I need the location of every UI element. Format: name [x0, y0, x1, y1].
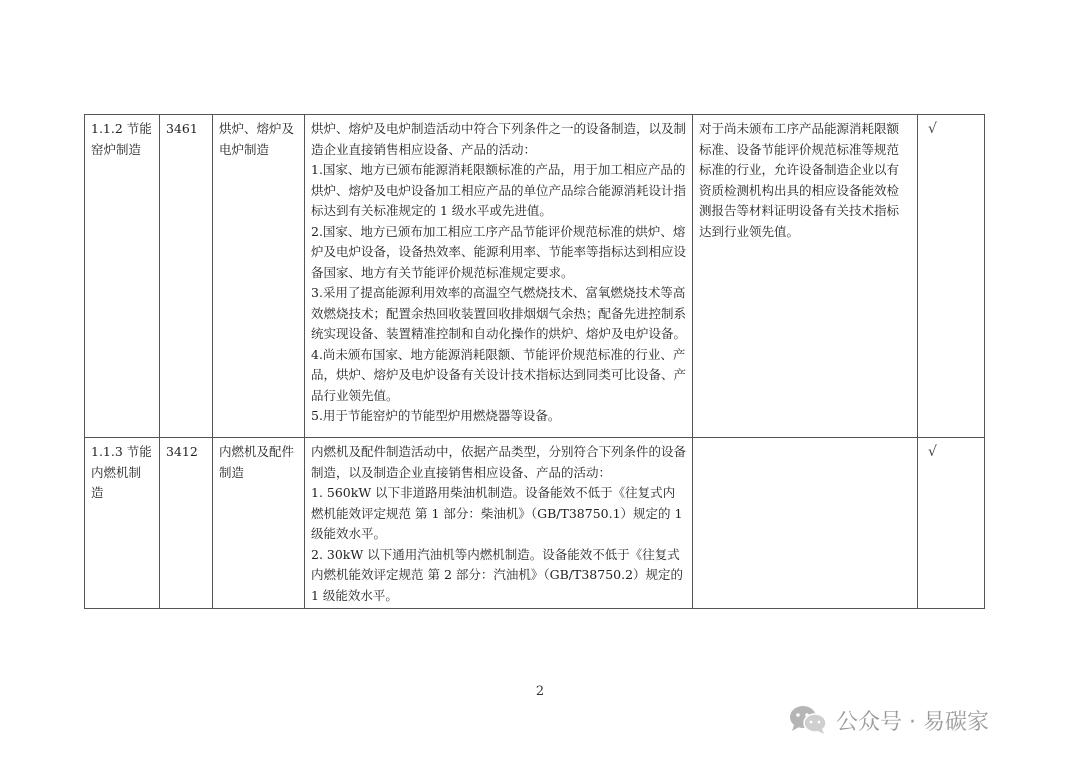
- criteria-paragraph: 4.尚未颁布国家、地方能源消耗限额、节能评价规范标准的行业、产品，烘炉、熔炉及电炉设备有关设计技术指标达到同类可比设备、产品行业领先值。: [311, 346, 687, 403]
- category-cell: 1.1.3 节能内燃机制造: [85, 438, 160, 609]
- criteria-cell: [305, 115, 693, 438]
- check-mark: √: [918, 438, 985, 609]
- policy-table: [84, 114, 985, 609]
- criteria-paragraph: 1. 560kW 以下非道路用柴油机制造。设备能效不低于《往复式内燃机能效评定规范 第 1 部分：柴油机》（GB/T38750.1）规定的 1 级能效水平。: [311, 485, 683, 541]
- check-mark: √: [918, 115, 985, 438]
- criteria-paragraph: 内燃机及配件制造活动中，依据产品类型，分别符合下列条件的设备制造，以及制造企业直接销售相应设备、产品的活动：: [311, 444, 687, 480]
- criteria-paragraph: 3.采用了提高能源利用效率的高温空气燃烧技术、富氧燃烧技术等高效燃烧技术；配置余热回收装置回收排烟烟气余热；配备先进控制系统实现设备、装置精准控制和自动化操作的烘炉、熔炉及电炉设备。: [311, 285, 687, 341]
- category-cell: 1.1.2 节能窑炉制造: [85, 115, 160, 438]
- wechat-icon: [788, 704, 828, 736]
- criteria-paragraph: 烘炉、熔炉及电炉制造活动中符合下列条件之一的设备制造，以及制造企业直接销售相应设备、产品的活动：: [311, 121, 687, 157]
- note-cell: [693, 438, 918, 609]
- table-row: [85, 115, 985, 438]
- criteria-paragraph: 5.用于节能窑炉的节能型炉用燃烧器等设备。: [311, 408, 561, 423]
- watermark: [788, 700, 989, 740]
- table-row: [85, 438, 985, 609]
- code-cell: 3461: [160, 115, 213, 438]
- page-number: 2: [535, 684, 545, 699]
- criteria-paragraph: 1.国家、地方已颁布能源消耗限额标准的产品，用于加工相应产品的烘炉、熔炉及电炉设备加工相应产品的单位产品综合能源消耗设计指标达到有关标准规定的 1 级水平或先进值。: [311, 162, 687, 218]
- watermark-text: 公众号 · 易碳家: [836, 709, 989, 735]
- criteria-paragraph: 2.国家、地方已颁布加工相应工序产品节能评价规范标准的烘炉、熔炉及电炉设备，设备热效率、能源利用率、节能率等指标达到相应设备国家、地方有关节能评价规范标准规定要求。: [311, 223, 687, 280]
- code-cell: 3412: [160, 438, 213, 609]
- industry-cell: 烘炉、熔炉及电炉制造: [213, 115, 305, 438]
- criteria-cell: [305, 438, 693, 609]
- industry-cell: 内燃机及配件制造: [213, 438, 305, 609]
- criteria-paragraph: 2. 30kW 以下通用汽油机等内燃机制造。设备能效不低于《往复式内燃机能效评定规范 第 2 部分：汽油机》（GB/T38750.2）规定的 1 级能效水平。: [311, 546, 684, 603]
- note-cell: 对于尚未颁布工序产品能源消耗限额标准、设备节能评价规范标准等规范标准的行业，允许设备制造企业以有资质检测机构出具的相应设备能效检测报告等材料证明设备有关技术指标达到行业领先值。: [693, 115, 918, 438]
